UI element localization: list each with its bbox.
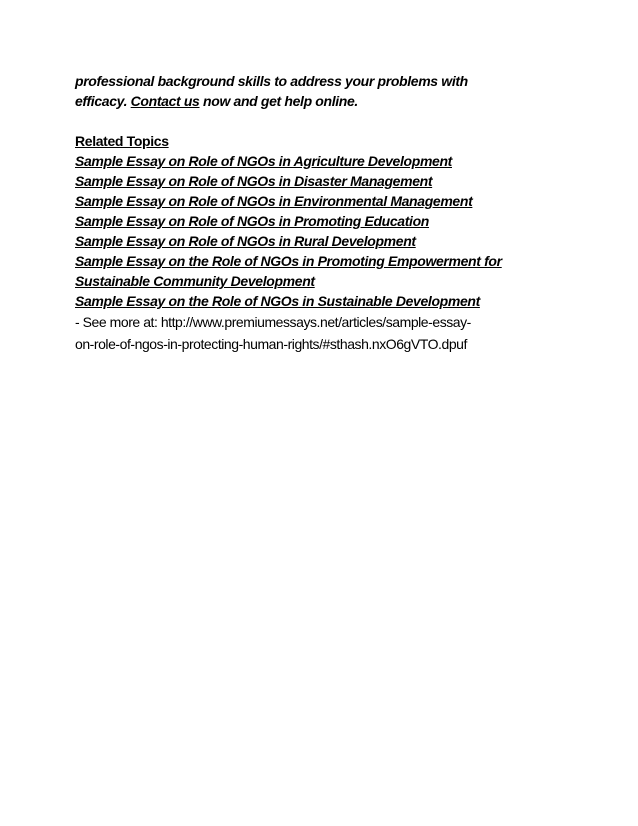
document-body bbox=[75, 71, 575, 355]
related-topic-link-environmental[interactable]: Sample Essay on Role of NGOs in Environmental Management bbox=[75, 193, 473, 209]
related-topic-link-empowerment-cont[interactable]: Sustainable Community Development bbox=[75, 273, 315, 289]
intro-line-2-end: now and get help online. bbox=[199, 93, 358, 109]
related-topic-link-empowerment[interactable]: Sample Essay on the Role of NGOs in Promoting Empowerment for bbox=[75, 253, 502, 269]
intro-line-2-start: efficacy. bbox=[75, 93, 131, 109]
related-topic-link-sustainable[interactable]: Sample Essay on the Role of NGOs in Sustainable Development bbox=[75, 293, 480, 309]
related-topic-link-agriculture[interactable]: Sample Essay on Role of NGOs in Agriculture Development bbox=[75, 153, 452, 169]
related-topics-heading: Related Topics bbox=[75, 133, 169, 149]
see-more-line-1: - See more at: http://www.premiumessays.net/articles/sample-essay- bbox=[75, 314, 471, 330]
contact-us-link[interactable]: Contact us bbox=[130, 93, 200, 109]
related-topic-link-disaster[interactable]: Sample Essay on Role of NGOs in Disaster Management bbox=[75, 173, 433, 189]
related-topic-link-education[interactable]: Sample Essay on Role of NGOs in Promoting Education bbox=[75, 213, 429, 229]
related-topic-link-rural[interactable]: Sample Essay on Role of NGOs in Rural Development bbox=[75, 233, 416, 249]
see-more-line-2: on-role-of-ngos-in-protecting-human-rights/#sthash.nxO6gVTO.dpuf bbox=[75, 336, 467, 352]
intro-line-2 bbox=[75, 91, 575, 111]
intro-line-1: professional background skills to address your problems with bbox=[75, 73, 468, 89]
paragraph-gap bbox=[75, 111, 575, 131]
